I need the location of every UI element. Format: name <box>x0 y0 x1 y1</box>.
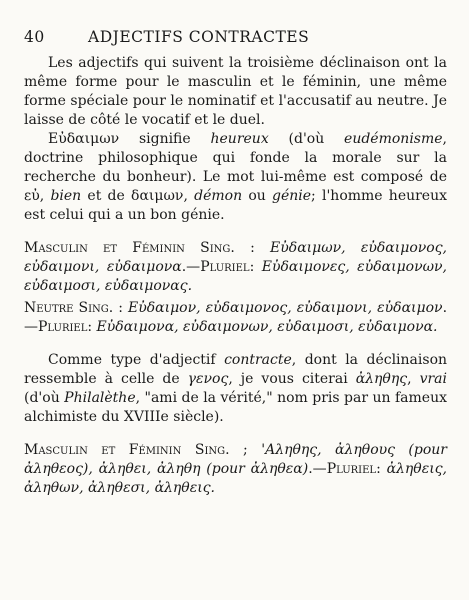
paragraph-eudaimon: Εὐδαιμων signifie heureux (d'où eudémonisme, doctrine philosophique qui fonde la morale sur la recherche du bonheur). Le mot lui-même est composé de εὐ, bien et de δαιμων, démon ou génie; l'homme heureux est celui qui a un bon génie. <box>24 131 448 223</box>
term-contracte: contracte <box>224 352 292 368</box>
greek-eudaimon: Εὐδαιμων <box>48 131 120 147</box>
label-neutre-sing: Neutre Sing. <box>24 300 114 316</box>
forms-plural: Εὐδαιμονα, εὐδαιμονων, εὐδαιμοσι, εὐδαιμονα. <box>96 319 438 335</box>
label-masc-fem-sing: Masculin et Féminin Sing. <box>24 240 235 256</box>
name-philalethe: Philalèthe <box>64 390 136 406</box>
declension-neutre: Neutre Sing. : Εὐδαιμον, εὐδαιμονος, εὐδαιμονι, εὐδαιμον.—Pluriel: Εὐδαιμονα, εὐδαιμονων, εὐδαιμοσι, εὐδαιμονα. <box>24 300 448 335</box>
meaning-heureux: heureux <box>210 131 269 147</box>
greek-alethes: ἀληθης <box>355 371 408 387</box>
declension-masc-fem: Masculin et Féminin Sing. : Εὐδαιμων, εὐδαιμονος, εὐδαιμονι, εὐδαιμονα.—Pluriel: Εὐδαιμονες, εὐδαιμονων, εὐδαιμοσι, εὐδαιμονας. <box>24 240 447 294</box>
forms-singular: 'Αληθης, ἀληθους (pour ἀληθεος), ἀληθει, ἀληθη (pour ἀληθεα) <box>24 442 447 477</box>
running-title: ADJECTIFS CONTRACTES <box>88 28 310 46</box>
label-pluriel: Pluriel <box>326 461 377 477</box>
meaning-bien: bien <box>50 188 82 204</box>
greek-daimon: δαιμων <box>131 188 184 204</box>
forms-singular: Εὐδαιμον, εὐδαιμονος, εὐδαιμονι, εὐδαιμον <box>127 300 443 316</box>
page-header <box>24 28 447 46</box>
forms-singular: Εὐδαιμων, εὐδαιμονος, εὐδαιμονι, εὐδαιμονα <box>24 240 447 275</box>
meaning-vrai: vrai <box>419 371 447 387</box>
page-number: 40 <box>24 28 45 46</box>
paragraph-intro: Les adjectifs qui suivent la troisième déclinaison ont la même forme pour le masculin et le féminin, une même forme spéciale pour le nominatif et l'accusatif au neutre. Je laisse de côté le vocatif et le duel. <box>24 55 447 128</box>
label-pluriel: Pluriel <box>38 319 88 335</box>
label-pluriel: Pluriel <box>200 259 250 275</box>
forms-plural: Εὐδαιμονες, εὐδαιμονων, εὐδαιμοσι, εὐδαιμονας. <box>24 259 447 294</box>
greek-genos: γενος <box>187 371 229 387</box>
greek-eu: εὐ <box>24 188 40 204</box>
meaning-genie: génie <box>272 188 312 204</box>
label-masc-fem-sing: Masculin et Féminin Sing. <box>24 442 230 458</box>
forms-plural: ἀληθεις, ἀληθων, ἀληθεσι, ἀληθεις. <box>24 461 447 496</box>
paragraph-alethes: Comme type d'adjectif contracte, dont la déclinaison ressemble à celle de γενος, je vous citerai ἀληθης, vrai (d'où Philalèthe, "ami de la vérité," nom pris par un fameux alchimiste du XVIIIe siècle). <box>24 352 448 425</box>
declension-alethes: Masculin et Féminin Sing. ; 'Αληθης, ἀληθους (pour ἀληθεος), ἀληθει, ἀληθη (pour ἀληθεα).—Pluriel: ἀληθεις, ἀληθων, ἀληθεσι, ἀληθεις. <box>24 442 447 496</box>
meaning-demon: démon <box>194 188 243 204</box>
term-eudemonisme: eudémonisme <box>344 131 443 147</box>
